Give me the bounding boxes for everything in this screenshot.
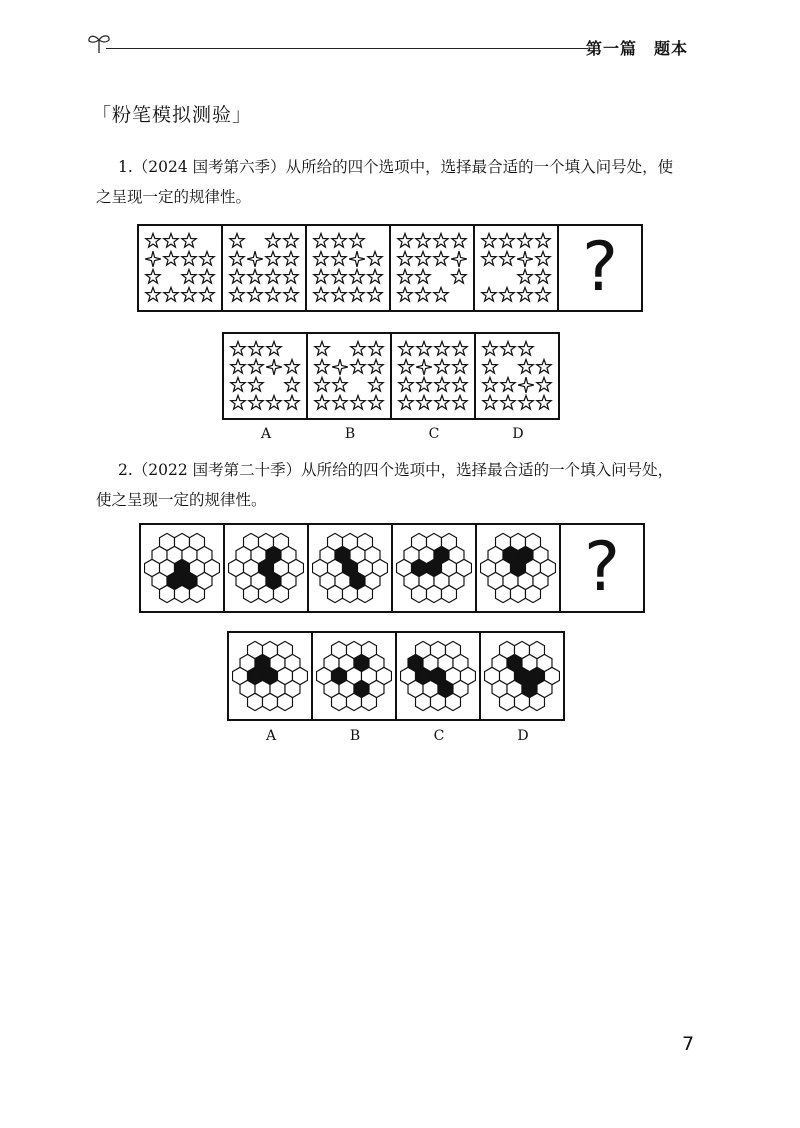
five-point-star-icon: [249, 377, 263, 391]
five-point-star-icon: [267, 395, 281, 409]
empty-hexagon: [259, 585, 274, 602]
five-point-star-icon: [314, 233, 328, 247]
five-point-star-icon: [434, 233, 448, 247]
empty-hexagon: [525, 585, 540, 602]
q1-option-d[interactable]: [476, 334, 558, 418]
empty-hexagon: [343, 585, 358, 602]
option-label-a: A: [260, 426, 272, 442]
five-point-star-icon: [146, 287, 160, 301]
empty-hexagon: [332, 693, 347, 710]
q2-figure-cell: [141, 525, 225, 611]
five-point-star-icon: [416, 269, 430, 283]
five-point-star-icon: [164, 233, 178, 247]
empty-hexagon: [427, 585, 442, 602]
q1-figure-cell: [391, 226, 475, 310]
five-point-star-icon: [416, 233, 430, 247]
five-point-star-icon: [249, 359, 263, 373]
five-point-star-icon: [501, 377, 515, 391]
five-point-star-icon: [332, 287, 346, 301]
five-point-star-icon: [368, 251, 382, 265]
five-point-star-icon: [182, 287, 196, 301]
five-point-star-icon: [452, 269, 466, 283]
five-point-star-icon: [536, 251, 550, 265]
five-point-star-icon: [417, 341, 431, 355]
q1-option-a[interactable]: [224, 334, 308, 418]
five-point-star-icon: [284, 269, 298, 283]
five-point-star-icon: [332, 251, 346, 265]
five-point-star-icon: [248, 269, 262, 283]
five-point-star-icon: [231, 359, 245, 373]
five-point-star-icon: [399, 341, 413, 355]
five-point-star-icon: [332, 233, 346, 247]
five-point-star-icon: [519, 395, 533, 409]
four-point-star-icon: [518, 377, 534, 393]
hexagon-cluster-option: [400, 638, 476, 714]
five-point-star-icon: [537, 377, 551, 391]
five-point-star-icon: [266, 287, 280, 301]
q2-option-a[interactable]: [229, 633, 313, 719]
hexagon-cluster-option: [316, 638, 392, 714]
five-point-star-icon: [231, 395, 245, 409]
star-grid-figure: [478, 230, 554, 306]
five-point-star-icon: [332, 269, 346, 283]
q2-option-c[interactable]: [397, 633, 481, 719]
hexagon-cluster-figure: [480, 530, 556, 606]
empty-hexagon: [416, 693, 431, 710]
empty-hexagon: [357, 585, 372, 602]
five-point-star-icon: [350, 269, 364, 283]
star-grid-figure: [142, 230, 218, 306]
five-point-star-icon: [453, 359, 467, 373]
five-point-star-icon: [483, 395, 497, 409]
five-point-star-icon: [285, 377, 299, 391]
q1-question-mark-cell: [559, 226, 641, 310]
empty-hexagon: [175, 585, 190, 602]
five-point-star-icon: [500, 233, 514, 247]
five-point-star-icon: [350, 233, 364, 247]
header-rule: [106, 48, 588, 49]
five-point-star-icon: [501, 395, 515, 409]
empty-hexagon: [273, 585, 288, 602]
five-point-star-icon: [500, 251, 514, 265]
five-point-star-icon: [416, 251, 430, 265]
five-point-star-icon: [399, 395, 413, 409]
empty-hexagon: [511, 585, 526, 602]
option-label-c: C: [433, 728, 445, 744]
empty-hexagon: [431, 693, 446, 710]
empty-hexagon: [441, 585, 456, 602]
five-point-star-icon: [351, 341, 365, 355]
five-point-star-icon: [369, 395, 383, 409]
option-label-a: A: [265, 728, 277, 744]
five-point-star-icon: [146, 269, 160, 283]
five-point-star-icon: [483, 341, 497, 355]
five-point-star-icon: [314, 287, 328, 301]
five-point-star-icon: [314, 269, 328, 283]
five-point-star-icon: [368, 269, 382, 283]
five-point-star-icon: [231, 341, 245, 355]
five-point-star-icon: [182, 269, 196, 283]
empty-hexagon: [361, 693, 376, 710]
question-2-options-strip: [227, 631, 565, 721]
five-point-star-icon: [351, 359, 365, 373]
five-point-star-icon: [284, 233, 298, 247]
four-point-star-icon: [332, 359, 348, 375]
five-point-star-icon: [399, 377, 413, 391]
five-point-star-icon: [315, 377, 329, 391]
empty-hexagon: [263, 693, 278, 710]
empty-hexagon: [500, 693, 515, 710]
hexagon-cluster-figure: [312, 530, 388, 606]
five-point-star-icon: [200, 251, 214, 265]
five-point-star-icon: [182, 251, 196, 265]
question-1-text: [96, 152, 696, 212]
option-label-c: C: [428, 426, 440, 442]
five-point-star-icon: [483, 359, 497, 373]
five-point-star-icon: [266, 233, 280, 247]
q2-figure-cell: [477, 525, 561, 611]
empty-hexagon: [445, 693, 460, 710]
five-point-star-icon: [315, 341, 329, 355]
page-number: 7: [682, 1033, 695, 1055]
five-point-star-icon: [200, 269, 214, 283]
five-point-star-icon: [435, 341, 449, 355]
five-point-star-icon: [435, 359, 449, 373]
five-point-star-icon: [452, 233, 466, 247]
four-point-star-icon: [266, 359, 282, 375]
hexagon-cluster-option: [232, 638, 308, 714]
four-point-star-icon: [517, 251, 533, 267]
empty-hexagon: [347, 693, 362, 710]
question-2-line-1: 2.（2022 国考第二十季）从所给的四个选项中，选择最合适的一个填入问号处，: [118, 461, 674, 479]
four-point-star-icon: [451, 251, 467, 267]
five-point-star-icon: [399, 359, 413, 373]
empty-hexagon: [189, 585, 204, 602]
star-grid-figure: [394, 230, 470, 306]
q1-figure-cell: [223, 226, 307, 310]
question-1-options-strip: [222, 332, 560, 420]
four-point-star-icon: [247, 251, 263, 267]
hexagon-cluster-option: [484, 638, 560, 714]
empty-hexagon: [160, 585, 175, 602]
empty-hexagon: [277, 693, 292, 710]
option-label-b: B: [349, 728, 361, 744]
five-point-star-icon: [518, 287, 532, 301]
five-point-star-icon: [482, 233, 496, 247]
five-point-star-icon: [537, 359, 551, 373]
section-title: 「粉笔模拟测验」: [92, 104, 253, 126]
five-point-star-icon: [231, 377, 245, 391]
question-2-option-labels: [229, 728, 565, 744]
five-point-star-icon: [267, 341, 281, 355]
five-point-star-icon: [434, 287, 448, 301]
five-point-star-icon: [482, 287, 496, 301]
five-point-star-icon: [230, 287, 244, 301]
five-point-star-icon: [368, 287, 382, 301]
hexagon-cluster-figure: [144, 530, 220, 606]
five-point-star-icon: [518, 269, 532, 283]
five-point-star-icon: [369, 341, 383, 355]
option-label-d: D: [517, 728, 529, 744]
q2-question-mark-cell: [561, 525, 643, 611]
five-point-star-icon: [315, 359, 329, 373]
five-point-star-icon: [500, 287, 514, 301]
five-point-star-icon: [284, 287, 298, 301]
five-point-star-icon: [350, 287, 364, 301]
question-mark: ?: [581, 228, 619, 307]
star-grid-option: [311, 338, 387, 414]
five-point-star-icon: [536, 269, 550, 283]
empty-hexagon: [496, 585, 511, 602]
five-point-star-icon: [398, 251, 412, 265]
five-point-star-icon: [200, 287, 214, 301]
five-point-star-icon: [230, 269, 244, 283]
five-point-star-icon: [435, 377, 449, 391]
q1-figure-cell: [139, 226, 223, 310]
question-1-figure-strip: [137, 224, 643, 312]
empty-hexagon: [328, 585, 343, 602]
five-point-star-icon: [453, 395, 467, 409]
five-point-star-icon: [164, 287, 178, 301]
question-2-text: [96, 455, 696, 515]
five-point-star-icon: [164, 251, 178, 265]
empty-hexagon: [412, 585, 427, 602]
star-grid-option: [227, 338, 303, 414]
four-point-star-icon: [145, 251, 161, 267]
empty-hexagon: [248, 693, 263, 710]
five-point-star-icon: [333, 395, 347, 409]
five-point-star-icon: [398, 233, 412, 247]
five-point-star-icon: [146, 233, 160, 247]
question-2-line-2: 使之呈现一定的规律性。: [96, 491, 267, 509]
five-point-star-icon: [435, 395, 449, 409]
five-point-star-icon: [482, 251, 496, 265]
five-point-star-icon: [519, 359, 533, 373]
five-point-star-icon: [453, 377, 467, 391]
question-mark: ?: [583, 528, 621, 607]
five-point-star-icon: [284, 251, 298, 265]
five-point-star-icon: [416, 287, 430, 301]
empty-hexagon: [244, 585, 259, 602]
star-grid-figure: [310, 230, 386, 306]
five-point-star-icon: [285, 395, 299, 409]
star-grid-figure: [226, 230, 302, 306]
five-point-star-icon: [351, 395, 365, 409]
q2-figure-cell: [309, 525, 393, 611]
five-point-star-icon: [483, 377, 497, 391]
five-point-star-icon: [230, 233, 244, 247]
five-point-star-icon: [314, 251, 328, 265]
sprout-icon: [86, 32, 112, 54]
empty-hexagon: [515, 693, 530, 710]
question-1-line-2: 之呈现一定的规律性。: [96, 188, 252, 206]
five-point-star-icon: [230, 251, 244, 265]
five-point-star-icon: [536, 287, 550, 301]
q1-figure-cell: [475, 226, 559, 310]
five-point-star-icon: [519, 341, 533, 355]
star-grid-option: [395, 338, 471, 414]
five-point-star-icon: [248, 287, 262, 301]
q1-option-c[interactable]: [392, 334, 476, 418]
five-point-star-icon: [333, 377, 347, 391]
option-label-b: B: [344, 426, 356, 442]
five-point-star-icon: [518, 233, 532, 247]
q2-option-d[interactable]: [481, 633, 563, 719]
five-point-star-icon: [315, 395, 329, 409]
hexagon-cluster-figure: [228, 530, 304, 606]
five-point-star-icon: [434, 251, 448, 265]
empty-hexagon: [529, 693, 544, 710]
five-point-star-icon: [285, 359, 299, 373]
five-point-star-icon: [417, 377, 431, 391]
five-point-star-icon: [266, 251, 280, 265]
q2-figure-cell: [393, 525, 477, 611]
four-point-star-icon: [349, 251, 365, 267]
q2-option-b[interactable]: [313, 633, 397, 719]
five-point-star-icon: [369, 377, 383, 391]
five-point-star-icon: [249, 341, 263, 355]
four-point-star-icon: [416, 359, 432, 375]
question-1-option-labels: [224, 426, 560, 442]
five-point-star-icon: [398, 287, 412, 301]
five-point-star-icon: [501, 341, 515, 355]
five-point-star-icon: [249, 395, 263, 409]
five-point-star-icon: [453, 341, 467, 355]
q1-figure-cell: [307, 226, 391, 310]
five-point-star-icon: [182, 233, 196, 247]
five-point-star-icon: [398, 269, 412, 283]
header-section-title: 第一篇 题本: [585, 39, 688, 58]
option-label-d: D: [512, 426, 524, 442]
five-point-star-icon: [537, 395, 551, 409]
star-grid-option: [479, 338, 555, 414]
five-point-star-icon: [536, 233, 550, 247]
q2-figure-cell: [225, 525, 309, 611]
five-point-star-icon: [266, 269, 280, 283]
five-point-star-icon: [369, 359, 383, 373]
question-2-figure-strip: [139, 523, 645, 613]
hexagon-cluster-figure: [396, 530, 472, 606]
five-point-star-icon: [417, 395, 431, 409]
q1-option-b[interactable]: [308, 334, 392, 418]
question-1-line-1: 1.（2024 国考第六季）从所给的四个选项中，选择最合适的一个填入问号处，使: [118, 158, 674, 176]
